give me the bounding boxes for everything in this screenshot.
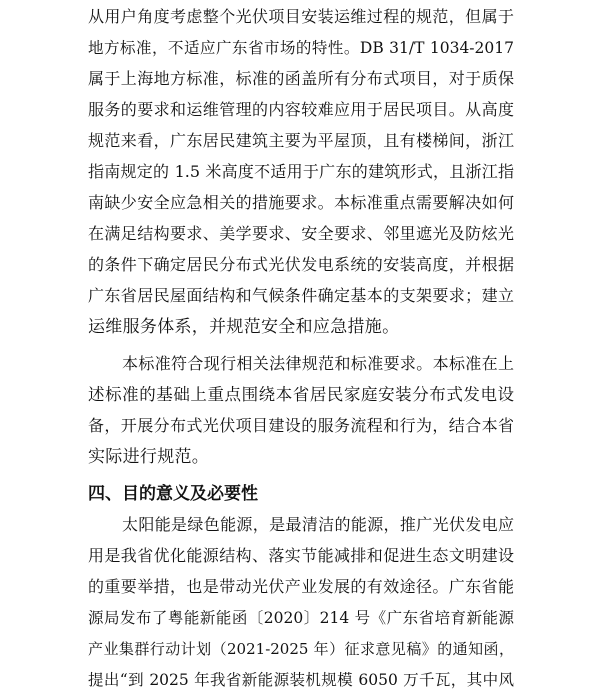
text-line: 在满足结构要求、美学要求、安全要求、邻里遮光及防炫光 (88, 224, 514, 243)
text-line: 地方标准，不适应广东省市场的特性。DB 31/T 1034-2017 (88, 39, 514, 57)
section-heading: 四、目的意义及必要性 (88, 484, 258, 504)
text-line: 规范来看，广东居民建筑主要为平屋顶，且有楼梯间，浙江 (88, 131, 514, 150)
text-line: 属于上海地方标准，标准的函盖所有分布式项目，对于质保 (88, 69, 514, 88)
text-line: 本标准符合现行相关法律规范和标准要求。本标准在上 (122, 354, 514, 373)
text-line: 太阳能是绿色能源，是最清洁的能源，推广光伏发电应 (122, 515, 514, 534)
text-line: 产业集群行动计划（2021-2025 年）征求意见稿》的通知函， (88, 640, 514, 658)
text-line: 用是我省优化能源结构、落实节能减排和促进生态文明建设 (88, 546, 514, 565)
text-line: 南缺少安全应急相关的措施要求。本标准重点需要解决如何 (88, 193, 514, 212)
text-line: 服务的要求和运维管理的内容较难应用于居民项目。从高度 (88, 100, 514, 119)
text-line: 指南规定的 1.5 米高度不适用于广东的建筑形式，且浙江指 (88, 162, 514, 181)
text-line: 运维服务体系，并规范安全和应急措施。 (88, 317, 400, 337)
text-line: 的重要举措，也是带动光伏产业发展的有效途径。广东省能 (88, 577, 514, 596)
text-line: 述标准的基础上重点围绕本省居民家庭安装分布式发电设 (88, 385, 514, 404)
text-line: 广东省居民屋面结构和气候条件确定基本的支架要求；建立 (88, 286, 514, 305)
text-line: 备，开展分布式光伏项目建设的服务流程和行为，结合本省 (88, 416, 514, 435)
text-line: 提出“到 2025 年我省新能源装机规模 6050 万千瓦，其中风 (88, 671, 514, 689)
text-line: 源局发布了粤能新能函〔2020〕214 号《广东省培育新能源 (88, 609, 514, 627)
text-line: 从用户角度考虑整个光伏项目安装运维过程的规范，但属于 (88, 7, 514, 26)
text-line: 的条件下确定居民分布式光伏发电系统的安装高度，并根据 (88, 255, 514, 274)
text-line: 实际进行规范。 (88, 447, 210, 467)
